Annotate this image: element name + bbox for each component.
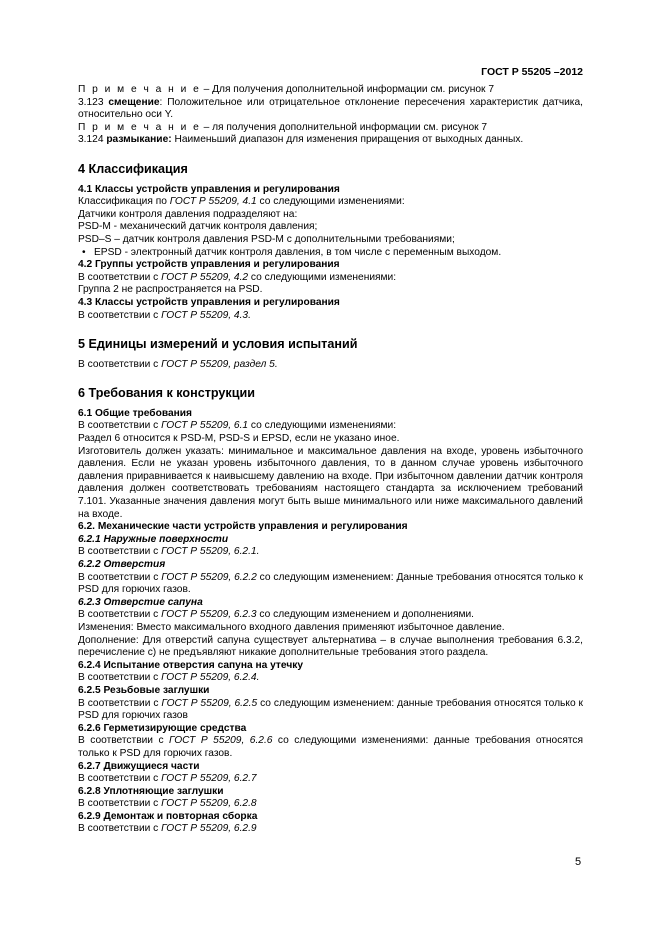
note-label: П р и м е ч а н и е	[78, 84, 201, 95]
bullet-item	[78, 247, 583, 260]
standard-reference: ГОСТ Р 55209, раздел 5.	[161, 358, 278, 370]
paragraph	[78, 698, 583, 723]
clause-6-2-5-heading: 6.2.5 Резьбовые заглушки	[78, 684, 210, 696]
text: Классификация по	[78, 196, 170, 208]
text: В соответствии с	[78, 735, 170, 747]
clause-6-2-9-heading: 6.2.9 Демонтаж и повторная сборка	[78, 810, 258, 822]
standard-reference: ГОСТ Р 55209, 6.2.3	[161, 609, 257, 621]
standard-reference: ГОСТ Р 55209, 6.2.4.	[161, 672, 260, 684]
paragraph	[78, 420, 583, 433]
standard-reference: ГОСТ Р 55209, 6.2.2	[161, 571, 257, 583]
paragraph	[78, 572, 583, 597]
text: В соответствии с	[78, 609, 162, 621]
text: В соответствии с	[78, 271, 162, 283]
paragraph: PSD–S – датчик контроля давления PSD-М с дополнительными требованиями;	[78, 233, 455, 245]
subsection-6-1-heading: 6.1 Общие требования	[78, 407, 192, 419]
standard-reference: ГОСТ Р 55209, 6.2.5	[161, 697, 258, 709]
paragraph	[78, 798, 583, 811]
paragraph	[78, 609, 583, 622]
paragraph: Дополнение: Для отверстий сапуна существует альтернатива – в случае выполнения требования 6.3.2, перечисление с) не предъявляют никакие дополнительные требования этого раздела.	[78, 634, 583, 659]
text: со следующим изменением: Данные требования относятся только к PSD для горючих газов.	[78, 571, 583, 596]
standard-reference: ГОСТ Р 55209, 6.2.8	[161, 798, 257, 810]
clause-6-2-6-heading: 6.2.6 Герметизирующие средства	[78, 722, 247, 734]
text: В соответствии с	[78, 697, 162, 709]
document-header: ГОСТ Р 55205 –2012	[481, 66, 583, 78]
text: В соответствии с	[78, 358, 162, 370]
text: В соответствии с	[78, 823, 162, 835]
clause-6-2-2-heading: 6.2.2 Отверстия	[78, 559, 166, 570]
subsection-4-2-heading: 4.2 Группы устройств управления и регулирования	[78, 259, 340, 271]
section-6-heading: 6 Требования к конструкции	[78, 386, 255, 401]
paragraph	[78, 359, 583, 372]
standard-reference: ГОСТ Р 55209, 4.1	[169, 196, 257, 208]
clause-6-2-1-heading: 6.2.1 Наружные поверхности	[78, 533, 229, 545]
note-text: – ля получения дополнительной информации см. рисунок 7	[200, 121, 488, 133]
clause-6-2-4-heading: 6.2.4 Испытание отверстия сапуна на утечку	[78, 659, 304, 671]
text: В соответствии с	[78, 309, 162, 321]
paragraph	[78, 773, 583, 786]
term-3-123	[78, 97, 583, 122]
subsection-6-2-heading: 6.2. Механические части устройств управления и регулирования	[78, 521, 408, 533]
paragraph	[78, 672, 583, 685]
text: со следующими изменениями:	[256, 196, 405, 208]
text: В соответствии с	[78, 420, 162, 432]
standard-reference: ГОСТ Р 55209, 6.2.6	[169, 735, 273, 747]
text: В соответствии с	[78, 546, 162, 558]
paragraph	[78, 546, 583, 559]
paragraph: PSD-М - механический датчик контроля давления;	[78, 221, 318, 233]
note-paragraph	[78, 84, 583, 97]
clause-6-2-7-heading: 6.2.7 Движущиеся части	[78, 760, 200, 772]
text: со следующим изменением: данные требования относятся только к PSD для горючих газов	[78, 697, 583, 722]
subsection-4-3-heading: 4.3 Классы устройств управления и регулирования	[78, 296, 340, 308]
paragraph	[78, 823, 583, 836]
term-name: смещение	[108, 96, 160, 108]
term-number: 3.124	[78, 134, 107, 146]
page-number: 5	[575, 856, 582, 868]
page-body	[78, 84, 583, 836]
paragraph: Группа 2 не распространяется на PSD.	[78, 284, 263, 296]
paragraph	[78, 196, 583, 209]
subsection-4-1-heading: 4.1 Классы устройств управления и регулирования	[78, 183, 340, 195]
section-4-heading: 4 Классификация	[78, 161, 188, 176]
term-3-124	[78, 134, 583, 147]
standard-reference: ГОСТ Р 55209, 4.3.	[161, 309, 251, 321]
text: В соответствии с	[78, 773, 162, 785]
text: со следующими изменениями: данные требования относятся только к PSD для горючих газов.	[78, 735, 583, 759]
note-text: – Для получения дополнительной информации см. рисунок 7	[200, 84, 494, 95]
bullet-icon: •	[82, 246, 86, 258]
text: со следующими изменениями:	[248, 420, 397, 432]
paragraph	[78, 735, 583, 760]
standard-reference: ГОСТ Р 55209, 6.2.9	[161, 823, 257, 835]
clause-6-2-8-heading: 6.2.8 Уплотняющие заглушки	[78, 785, 224, 797]
paragraph: Раздел 6 относится к PSD-M, PSD-S и EPSD, если не указано иное.	[78, 433, 400, 445]
note-label: П р и м е ч а н и е	[78, 121, 201, 133]
bullet-text: EPSD - электронный датчик контроля давления, в том числе с переменным выходом.	[94, 246, 502, 258]
paragraph	[78, 272, 583, 285]
clause-6-2-3-heading: 6.2.3 Отверстие сапуна	[78, 596, 203, 608]
paragraph: Изменения: Вместо максимального входного давления применяют избыточное давление.	[78, 621, 505, 633]
paragraph	[78, 310, 583, 323]
standard-reference: ГОСТ Р 55209, 6.2.7	[161, 773, 257, 785]
paragraph: Изготовитель должен указать: минимальное и максимальное давления на входе, уровень избыточного давления. Если не указан уровень избыточного давления, то в данном случае уровень избыточного давления приравнивается к наивысшему давлению на входе. При избыточном давлении датчик контроля давления должен соответствовать требованиям настоящего стандарта за исключением требований 7.101. Указанные значения давления могут быть выше минимального или ниже максимального давлений на входе.	[78, 445, 583, 520]
term-number: 3.123	[78, 96, 109, 108]
note-paragraph	[78, 122, 583, 135]
paragraph: Датчики контроля давления подразделяют на:	[78, 208, 298, 220]
text: В соответствии с	[78, 798, 162, 810]
text: со следующим изменением и дополнениями.	[256, 609, 475, 621]
standard-reference: ГОСТ Р 55209, 6.1	[161, 420, 249, 432]
section-5-heading: 5 Единицы измерений и условия испытаний	[78, 337, 358, 352]
term-name: размыкание:	[106, 134, 172, 146]
text: В соответствии с	[78, 672, 162, 684]
text: В соответствии с	[78, 571, 162, 583]
term-definition: : Положительное или отрицательное отклонение пересечения характеристик датчика, относительно оси Y.	[78, 96, 583, 121]
standard-reference: ГОСТ Р 55209, 6.2.1.	[161, 546, 260, 558]
text: со следующими изменениями:	[248, 271, 397, 283]
term-definition: Наименьший диапазон для изменения приращения от выходных данных.	[171, 134, 524, 146]
standard-reference: ГОСТ Р 55209, 4.2	[161, 271, 249, 283]
